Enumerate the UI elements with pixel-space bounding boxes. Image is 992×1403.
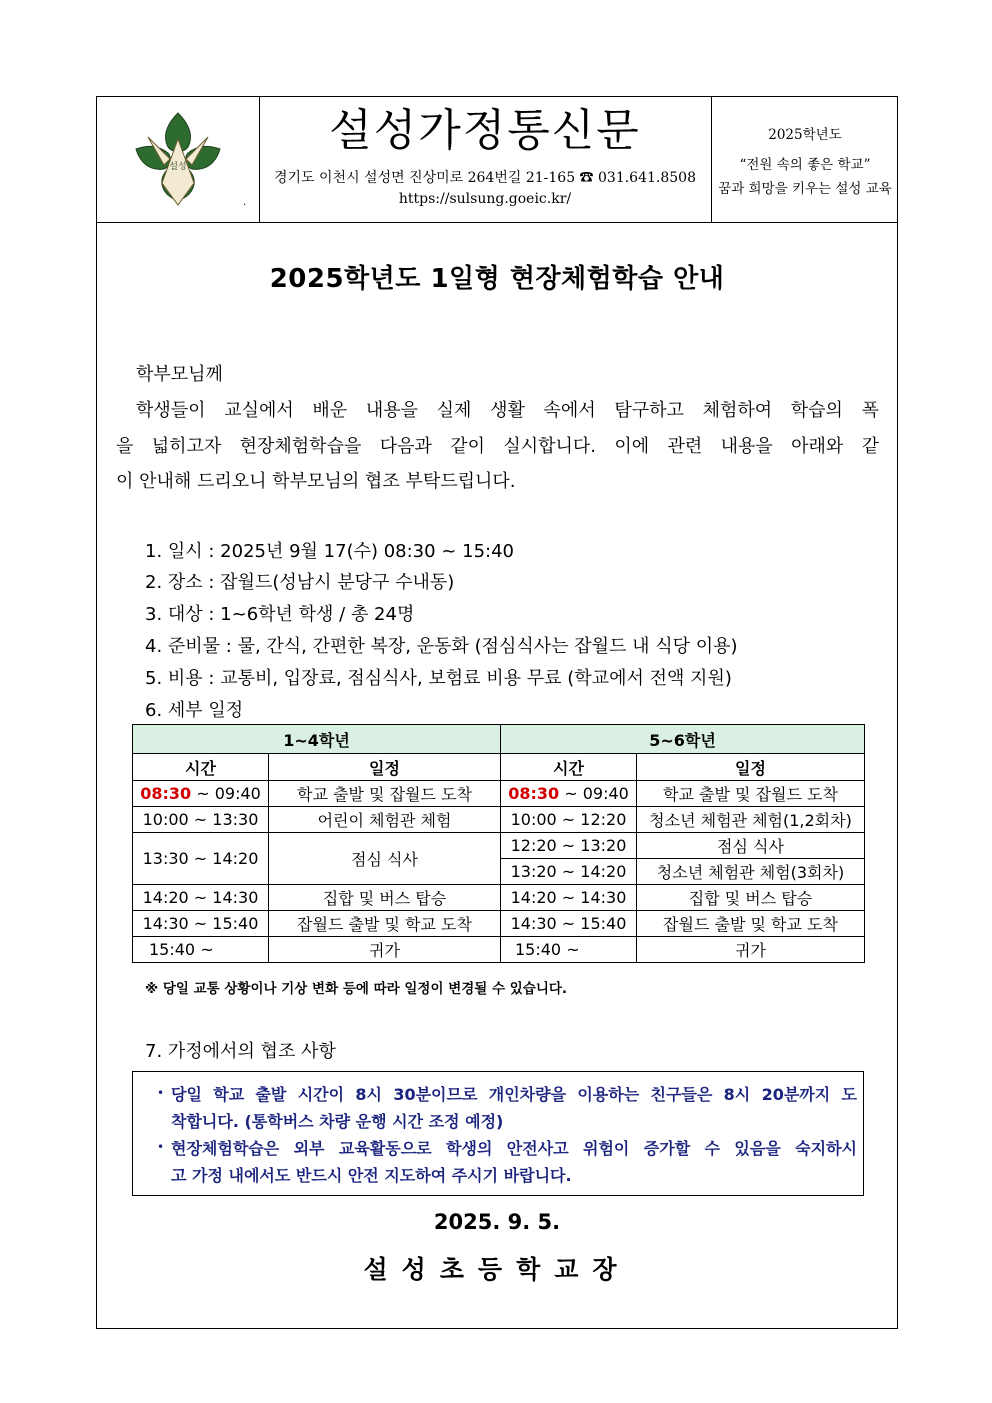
principal-signature: 설성초등학교장 bbox=[363, 1255, 631, 1284]
school-address: 경기도 이천시 설성면 진상미로 264번길 21-165 ☎ 031.641.8508 bbox=[274, 170, 696, 186]
coop-line-3: 현장체험학습은 외부 교육활동으로 학생의 안전사고 위험이 증가할 수 있음을 숙지하시 bbox=[171, 1139, 857, 1158]
masthead-center bbox=[259, 97, 712, 222]
time-cell bbox=[133, 781, 269, 807]
plan-cell: 귀가 bbox=[637, 937, 865, 963]
col-plan: 일정 bbox=[637, 754, 865, 781]
time-cell: 14:20 ~ 14:30 bbox=[133, 885, 269, 911]
plan-cell: 잡월드 출발 및 학교 도착 bbox=[637, 911, 865, 937]
plan-cell: 청소년 체험관 체험(3회차) bbox=[637, 859, 865, 885]
intro-line-1: 학생들이 교실에서 배운 내용을 실제 생활 속에서 탐구하고 체험하여 학습의 폭 bbox=[136, 400, 879, 421]
coop-line-4: 고 가정 내에서도 반드시 안전 지도하여 주시기 바랍니다. bbox=[171, 1166, 572, 1185]
greeting: 학부모님께 bbox=[136, 364, 223, 385]
cooperation-box bbox=[132, 1071, 864, 1196]
plan-cell: 청소년 체험관 체험(1,2회차) bbox=[637, 807, 865, 833]
item-place: 2. 장소 : 잡월드(성남시 분당구 수내동) bbox=[145, 572, 455, 593]
start-time-rest: ~ 09:40 bbox=[559, 784, 629, 803]
document-title: 2025학년도 1일형 현장체험학습 안내 bbox=[269, 264, 725, 294]
plan-cell: 잡월드 출발 및 학교 도착 bbox=[269, 911, 501, 937]
issue-date: 2025. 9. 5. bbox=[433, 1210, 561, 1234]
school-motto: “전원 속의 좋은 학교” bbox=[739, 157, 871, 173]
time-cell: 13:30 ~ 14:20 bbox=[133, 833, 269, 885]
time-cell: 14:30 ~ 15:40 bbox=[133, 911, 269, 937]
col-time: 시간 bbox=[133, 754, 269, 781]
item-schedule-heading: 6. 세부 일정 bbox=[145, 700, 244, 721]
item-supplies: 4. 준비물 : 물, 간식, 간편한 복장, 운동화 (점심식사는 잡월드 내 식당 이용) bbox=[145, 636, 738, 657]
start-time-rest: ~ 09:40 bbox=[191, 784, 261, 803]
table-row bbox=[133, 911, 865, 937]
schedule-note: ※ 당일 교통 상황이나 기상 변화 등에 따라 일정이 변경될 수 있습니다. bbox=[145, 981, 568, 997]
group-header-5-6: 5~6학년 bbox=[501, 725, 865, 754]
coop-line-2: 착합니다. (통학버스 차량 운행 시간 조정 예정) bbox=[171, 1112, 504, 1131]
plan-cell: 어린이 체험관 체험 bbox=[269, 807, 501, 833]
bullet-icon: • bbox=[157, 1140, 165, 1154]
masthead-right bbox=[711, 97, 899, 222]
svg-text:설성: 설성 bbox=[169, 162, 187, 172]
time-cell bbox=[501, 781, 637, 807]
time-cell: 15:40 ~ bbox=[501, 937, 637, 963]
plan-cell: 학교 출발 및 잡월드 도착 bbox=[269, 781, 501, 807]
logo-cell bbox=[97, 97, 260, 222]
schedule-table bbox=[132, 724, 865, 963]
item-target: 3. 대상 : 1~6학년 학생 / 총 24명 bbox=[145, 604, 415, 625]
time-cell: 15:40 ~ bbox=[133, 937, 269, 963]
school-year: 2025학년도 bbox=[768, 127, 842, 143]
plan-cell: 학교 출발 및 잡월드 도착 bbox=[637, 781, 865, 807]
plan-cell: 점심 식사 bbox=[269, 833, 501, 885]
start-time-highlight: 08:30 bbox=[508, 784, 560, 803]
school-slogan: 꿈과 희망을 키우는 설성 교육 bbox=[718, 181, 892, 197]
coop-heading: 7. 가정에서의 협조 사항 bbox=[145, 1041, 336, 1062]
school-url[interactable]: https://sulsung.goeic.kr/ bbox=[398, 191, 572, 207]
item-cost: 5. 비용 : 교통비, 입장료, 점심식사, 보험료 비용 무료 (학교에서 전액 지원) bbox=[145, 668, 732, 689]
item-date: 1. 일시 : 2025년 9월 17(수) 08:30 ~ 15:40 bbox=[145, 541, 514, 562]
time-cell: 14:20 ~ 14:30 bbox=[501, 885, 637, 911]
plan-cell: 집합 및 버스 탑승 bbox=[637, 885, 865, 911]
intro-line-3: 이 안내해 드리오니 학부모님의 협조 부탁드립니다. bbox=[116, 471, 516, 492]
logo-dot: . bbox=[243, 197, 247, 208]
start-time-highlight: 08:30 bbox=[140, 784, 192, 803]
time-cell: 12:20 ~ 13:20 bbox=[501, 833, 637, 859]
group-header-1-4: 1~4학년 bbox=[133, 725, 501, 754]
coop-line-1: 당일 학교 출발 시간이 8시 30분이므로 개인차량을 이용하는 친구들은 8시 20분까지 도 bbox=[171, 1085, 857, 1104]
intro-line-2: 을 넓히고자 현장체험학습을 다음과 같이 실시합니다. 이에 관련 내용을 아래와 같 bbox=[116, 436, 879, 457]
table-row bbox=[133, 937, 865, 963]
time-cell: 14:30 ~ 15:40 bbox=[501, 911, 637, 937]
time-cell: 13:20 ~ 14:20 bbox=[501, 859, 637, 885]
table-row bbox=[133, 807, 865, 833]
time-cell: 10:00 ~ 12:20 bbox=[501, 807, 637, 833]
plan-cell: 집합 및 버스 탑승 bbox=[269, 885, 501, 911]
table-row bbox=[133, 885, 865, 911]
masthead bbox=[97, 97, 897, 223]
plan-cell: 귀가 bbox=[269, 937, 501, 963]
col-plan: 일정 bbox=[269, 754, 501, 781]
table-row bbox=[133, 781, 865, 807]
plan-cell: 점심 식사 bbox=[637, 833, 865, 859]
newsletter-title: 설성가정통신문 bbox=[329, 105, 641, 156]
bullet-icon: • bbox=[157, 1086, 165, 1100]
col-time: 시간 bbox=[501, 754, 637, 781]
time-cell: 10:00 ~ 13:30 bbox=[133, 807, 269, 833]
school-emblem-icon bbox=[128, 109, 228, 209]
